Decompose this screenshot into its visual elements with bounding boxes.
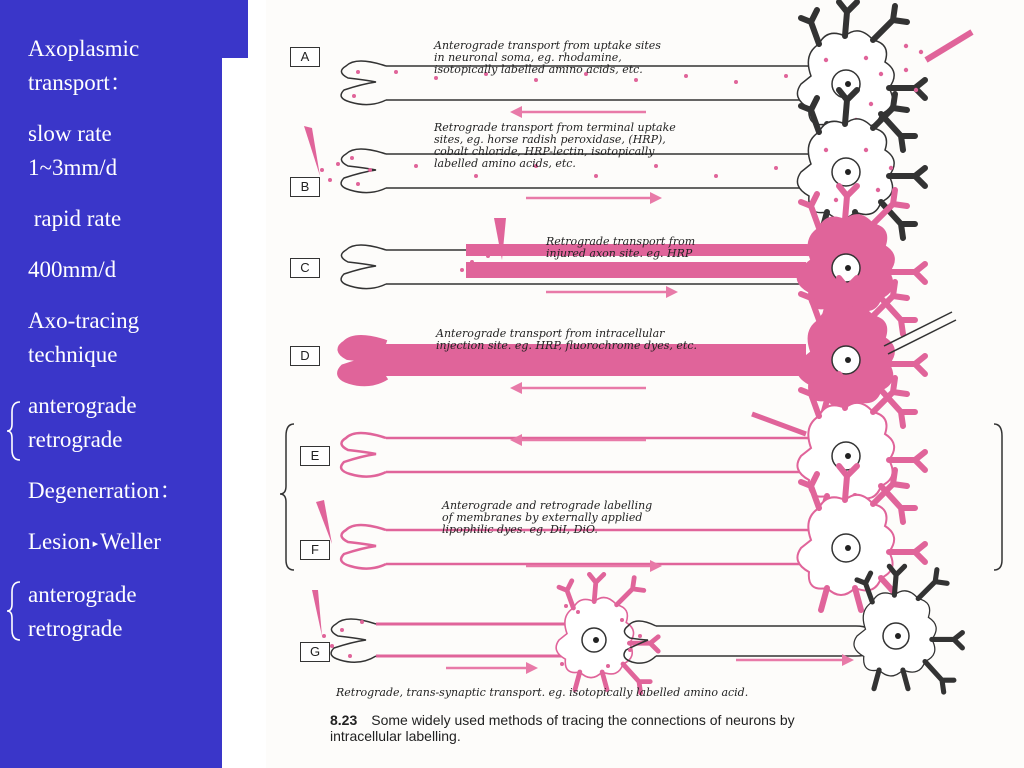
left-text-block [28,32,228,646]
text-rapid-rate-value: 400mm/d [28,257,117,282]
panel-c-caption-line-2: injured axon site. eg. HRP [546,247,693,260]
text-axoplasmic: Axoplasmic [28,36,140,61]
figure-caption [330,712,795,744]
panel-a-arrow [510,106,646,118]
panel-d-arrow [510,382,646,394]
panel-b-caption-line-2: sites, eg. horse radish peroxidase, (HRP), [434,133,666,146]
panel-a-caption-line-2: in neuronal soma, eg. rhodamine, [434,51,622,64]
panel-g-neurons [312,566,962,693]
neuron-tracing-figure [266,0,1024,768]
panel-label-b: B [290,177,320,197]
text-technique: technique [28,342,118,367]
panel-b-arrow [526,192,662,204]
figure-caption-line-1: Some widely used methods of tracing the connections of neurons by [371,712,795,728]
text-axo-tracing: Axo-tracing [28,308,140,333]
panel-f-caption-line-3: lipophilic dyes. eg. DiI, DiO. [442,523,598,536]
panel-d-caption-line-2: injection site. eg. HRP, fluorochrome dyes, etc. [436,339,697,352]
panel-label-g: G [300,642,330,662]
panel-f-caption-line-2: of membranes by externally applied [442,511,643,524]
panel-f-caption [442,500,652,536]
panel-b-caption-line-1: Retrograde transport from terminal uptake [434,121,676,134]
panel-c-arrow [546,286,678,298]
text-slow-rate-value: 1~3mm/d [28,155,118,180]
panel-a-caption [434,40,661,76]
figure-number: 8.23 [330,712,358,728]
panel-f-caption-line-1: Anterograde and retrograde labelling [442,499,653,512]
text-weller: Weller [100,529,161,554]
panel-b-caption-line-4: labelled amino acids, etc. [434,157,576,170]
text-anterograde-1: anterograde [28,393,137,418]
panel-label-a: A [290,47,320,67]
panel-label-c: C [290,258,320,278]
text-retrograde-1: retrograde [28,427,123,452]
text-retrograde-2: retrograde [28,615,123,641]
text-rapid-rate: rapid rate [28,206,122,231]
panel-c-caption-line-1: Retrograde transport from [546,235,696,248]
panel-label-d: D [290,346,320,366]
text-lesion-weller [28,525,228,561]
text-slow-rate: slow rate [28,121,112,146]
panel-a-caption-line-3: isotopically labelled amino acids, etc. [434,63,643,76]
text-anterograde-2: anterograde [28,581,137,607]
figure-caption-line-2: intracellular labelling. [330,728,461,744]
panel-label-f: F [300,540,330,560]
panel-ef-right-bracket [994,424,1002,570]
panel-f-arrow [526,560,662,572]
panel-b-caption [434,122,676,170]
panel-b-caption-line-3: cobalt chloride, HRP-lectin, isotopically [434,145,655,158]
small-arrow-icon: ▸ [92,537,99,550]
panel-d-caption [436,328,697,352]
panel-c-caption [546,236,695,260]
panel-e-arrow [510,434,646,446]
panel-a-caption-line-1: Anterograde transport from uptake sites [434,39,661,52]
figure-drawing [266,0,1024,768]
panel-g-caption: Retrograde, trans-synaptic transport. eg. isotopically labelled amino acid. [336,686,749,699]
left-brace-icon-2 [6,580,22,642]
text-degenerration: Degenerration： [28,478,183,503]
panel-ef-left-bracket [280,424,294,570]
left-brace-icon-1 [6,400,22,462]
text-lesion: Lesion [28,529,91,554]
panel-d-caption-line-1: Anterograde transport from intracellular [436,327,665,340]
text-transport: transport： [28,70,133,95]
panel-label-e: E [300,446,330,466]
